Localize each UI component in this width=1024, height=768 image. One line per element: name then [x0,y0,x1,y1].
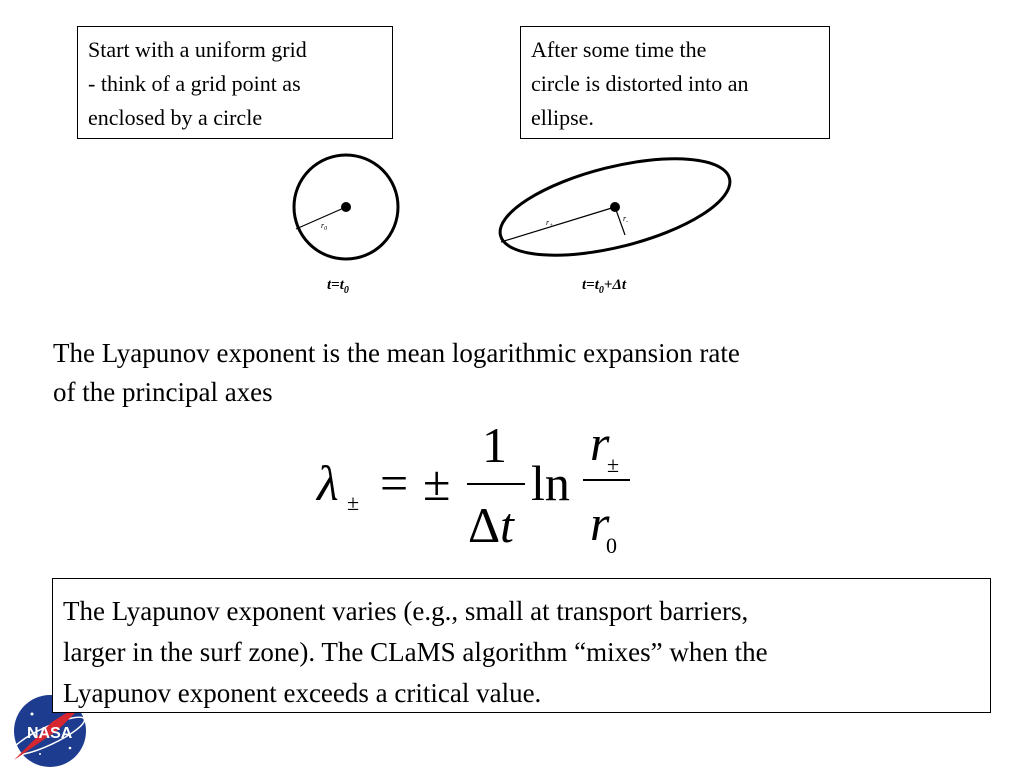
intro-text-line: ellipse. [531,105,594,130]
intro-text-line: enclosed by a circle [88,105,263,130]
equation-r-numerator-subscript: ± [607,452,620,477]
note-line: larger in the surf zone). The CLaMS algorithm “mixes” when the [63,637,768,667]
definition-line: of the principal axes [53,377,273,407]
caption-later-time: $t=t_0+\Delta t$ [582,277,627,296]
lyapunov-equation [315,415,630,558]
ellipse-major-axis-line [501,207,615,242]
equation-delta: Δ [468,497,501,553]
equation-numerator-one: 1 [482,417,507,473]
clams-note-box [52,578,991,713]
caption-initial-time: $t=t_0$ [327,277,349,296]
equation-plusminus: ± [423,455,451,511]
note-line: Lyapunov exponent exceeds a critical value. [63,678,542,708]
note-line: The Lyapunov exponent varies (e.g., small at transport barriers, [63,596,749,626]
equation-r-denominator-subscript: 0 [606,533,617,558]
ellipse-major-label: $r_+$ [546,218,554,229]
equation-t: t [500,497,514,553]
equation-r-denominator: r [590,495,610,551]
equation-r-numerator: r [590,415,610,471]
lyapunov-definition [53,334,740,412]
intro-text-line: After some time the [531,37,707,62]
intro-text-line: - think of a grid point as [88,71,301,96]
logo-wordmark: NASA [27,725,73,742]
ellipse-diagram [491,140,739,275]
equation-lambda-subscript: ± [347,490,360,515]
intro-text-line: circle is distorted into an [531,71,749,96]
circle-diagram [294,155,398,259]
intro-text-line: Start with a uniform grid [88,37,307,62]
equation-ln: ln [531,455,570,511]
circle-radius-label: $r_0$ [321,221,328,232]
equation-lambda: λ [317,455,339,511]
equation-equals: = [380,455,409,511]
definition-line: The Lyapunov exponent is the mean logarithmic expansion rate [53,338,740,368]
ellipse-minor-label: $r_-$ [623,214,629,225]
